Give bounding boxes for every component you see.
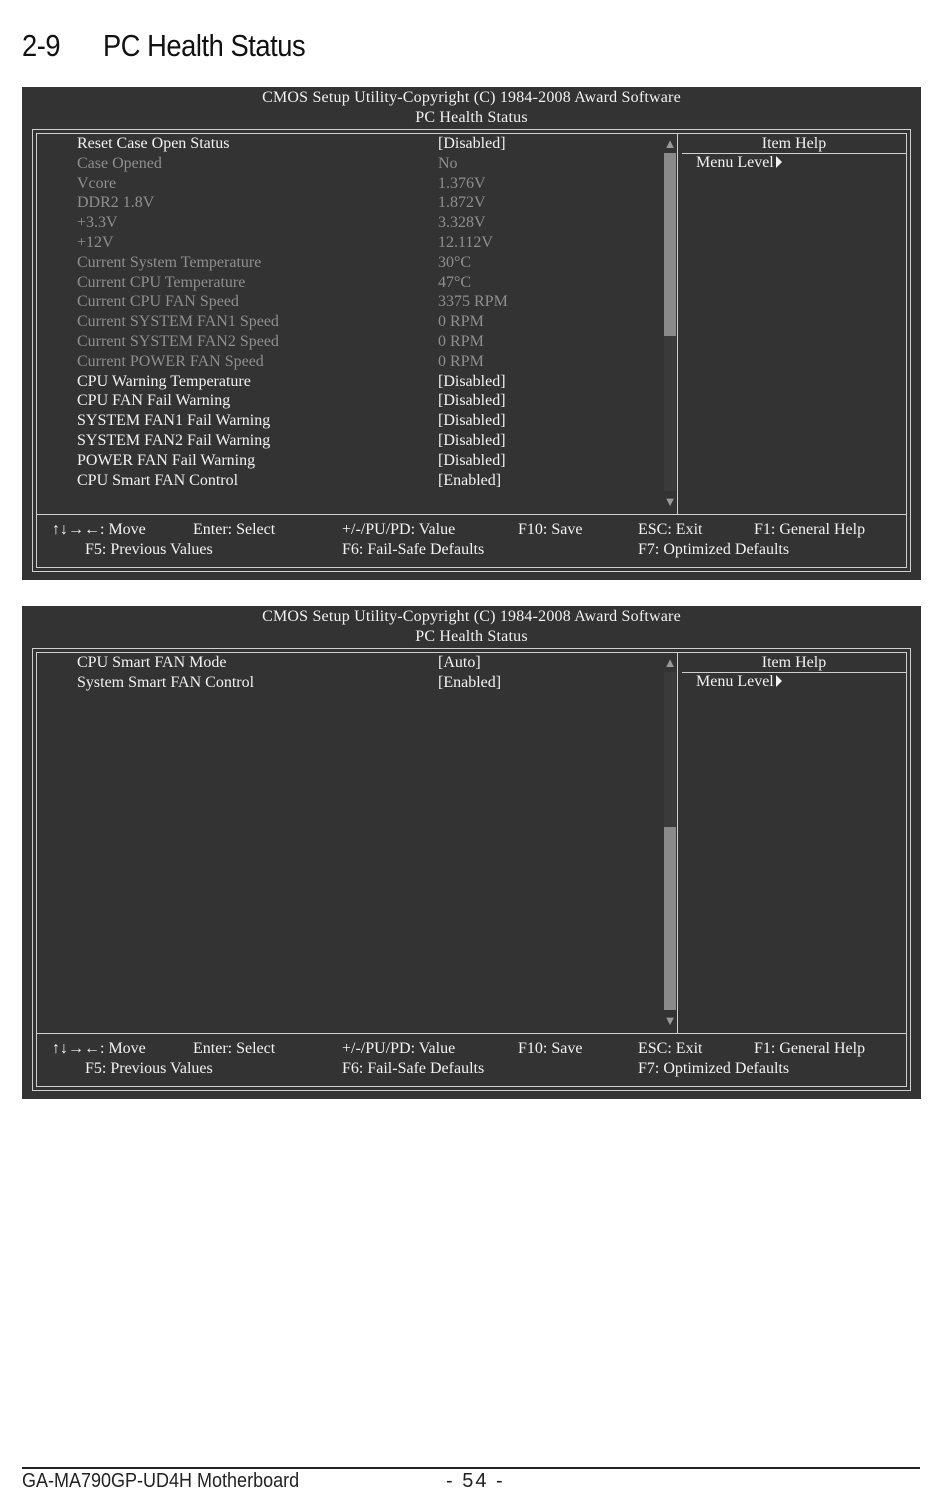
setting-value: 0 RPM: [438, 313, 484, 331]
content-inner-frame: [36, 133, 907, 568]
setting-label: Case Opened: [77, 154, 162, 172]
setting-value[interactable]: [Disabled]: [438, 412, 506, 430]
setting-value: 1.376V: [438, 174, 486, 192]
menu-level: [696, 672, 782, 692]
screen-title: PC Health Status: [415, 627, 528, 645]
scroll-down-arrow-icon[interactable]: ▼: [663, 494, 677, 509]
setting-label: SYSTEM FAN2 Fail Warning: [77, 432, 271, 449]
setting-row: [37, 193, 906, 213]
setting-value: 0 RPM: [438, 333, 484, 350]
key-save: F10: Save: [518, 521, 583, 538]
menu-level: [696, 153, 782, 173]
key-previous-values: F5: Previous Values: [85, 541, 213, 558]
setting-value[interactable]: [Disabled]: [438, 451, 506, 469]
item-help-title: Item Help: [761, 135, 827, 152]
key-select: Enter: Select: [193, 1040, 276, 1057]
key-move: ↑↓→←: Move: [52, 521, 146, 538]
setting-label: Current POWER FAN Speed: [77, 352, 264, 370]
setting-label: CPU Warning Temperature: [77, 372, 251, 390]
key-select: Enter: Select: [193, 521, 276, 538]
setting-value: 30°C: [438, 253, 472, 271]
key-value: +/-/PU/PD: Value: [342, 521, 456, 538]
setting-row[interactable]: [37, 451, 906, 471]
section-title: PC Health Status: [102, 28, 306, 63]
setting-value: 0 RPM: [438, 352, 484, 370]
copyright-text: CMOS Setup Utility-Copyright (C) 1984-2008 Award Software: [262, 608, 681, 625]
scrollbar-thumb[interactable]: [664, 827, 676, 1010]
key-fail-safe-defaults: F6: Fail-Safe Defaults: [342, 541, 485, 558]
setting-row: [37, 233, 906, 253]
setting-value: 1.872V: [438, 194, 486, 212]
menu-level-label: Menu Level: [696, 154, 774, 171]
key-general-help: F1: General Help: [754, 521, 866, 538]
scroll-up-arrow-icon[interactable]: ▲: [663, 655, 677, 670]
setting-value[interactable]: [Enabled]: [438, 471, 502, 489]
screen-header: [22, 606, 921, 646]
setting-value: 12.112V: [438, 234, 493, 251]
key-optimized-defaults: F7: Optimized Defaults: [638, 541, 790, 558]
setting-row[interactable]: [37, 431, 906, 451]
setting-value: No: [438, 154, 458, 172]
setting-label: CPU Smart FAN Mode: [77, 654, 227, 671]
menu-level-label: Menu Level: [696, 673, 774, 690]
key-fail-safe-defaults: F6: Fail-Safe Defaults: [342, 1060, 485, 1077]
setting-row[interactable]: [37, 411, 906, 431]
setting-row[interactable]: [37, 391, 906, 411]
content-frame: [32, 129, 911, 572]
setting-row: [37, 174, 906, 194]
key-general-help: F1: General Help: [754, 1040, 866, 1057]
setting-row[interactable]: [37, 471, 906, 491]
content-inner-frame: [36, 652, 907, 1087]
setting-label: Current System Temperature: [77, 253, 262, 271]
key-previous-values: F5: Previous Values: [85, 1060, 213, 1077]
setting-value: 47°C: [438, 273, 472, 291]
setting-value[interactable]: [Enabled]: [438, 673, 502, 691]
setting-row: [37, 332, 906, 352]
setting-label: CPU FAN Fail Warning: [77, 392, 231, 410]
setting-value[interactable]: [Disabled]: [438, 372, 506, 390]
setting-label: CPU Smart FAN Control: [77, 471, 239, 489]
setting-label: Reset Case Open Status: [77, 135, 230, 152]
scrollbar-thumb[interactable]: [664, 153, 676, 336]
setting-row: [37, 352, 906, 372]
setting-value[interactable]: [Disabled]: [438, 135, 506, 152]
key-value: +/-/PU/PD: Value: [342, 1040, 456, 1057]
setting-label: +12V: [77, 234, 114, 251]
footer-model: GA-MA790GP-UD4H Motherboard: [22, 1470, 300, 1492]
setting-label: Vcore: [77, 174, 117, 192]
scrollbar[interactable]: [664, 672, 676, 1010]
setting-label: Current SYSTEM FAN1 Speed: [77, 313, 279, 331]
setting-value[interactable]: [Disabled]: [438, 392, 506, 410]
setting-value[interactable]: [Auto]: [438, 654, 481, 671]
setting-label: +3.3V: [77, 214, 118, 232]
setting-row: [37, 213, 906, 233]
triangle-right-icon: [776, 675, 782, 687]
setting-row: [37, 273, 906, 293]
setting-label: DDR2 1.8V: [77, 194, 155, 212]
screen-title: PC Health Status: [415, 108, 528, 126]
setting-label: POWER FAN Fail Warning: [77, 451, 256, 469]
setting-row: [37, 312, 906, 332]
triangle-right-icon: [776, 156, 782, 168]
section-heading: [22, 28, 305, 64]
scroll-down-arrow-icon[interactable]: ▼: [663, 1013, 677, 1028]
section-number: 2-9: [22, 28, 61, 63]
key-save: F10: Save: [518, 1040, 583, 1057]
key-exit: ESC: Exit: [638, 1040, 703, 1057]
setting-row: [37, 292, 906, 312]
key-exit: ESC: Exit: [638, 521, 703, 538]
setting-label: Current CPU FAN Speed: [77, 293, 239, 311]
setting-value: 3.328V: [438, 214, 486, 232]
item-help-title: Item Help: [761, 654, 827, 671]
scrollbar[interactable]: [664, 153, 676, 491]
setting-label: System Smart FAN Control: [77, 673, 255, 691]
content-frame: [32, 648, 911, 1091]
setting-label: Current SYSTEM FAN2 Speed: [77, 333, 279, 350]
key-optimized-defaults: F7: Optimized Defaults: [638, 1060, 790, 1077]
footer-rule: [22, 1467, 920, 1469]
setting-row: [37, 253, 906, 273]
setting-value: 3375 RPM: [438, 293, 508, 311]
page-number: - 54 -: [446, 1470, 505, 1492]
key-move: ↑↓→←: Move: [52, 1040, 146, 1057]
copyright-text: CMOS Setup Utility-Copyright (C) 1984-2008 Award Software: [262, 89, 681, 106]
scroll-up-arrow-icon[interactable]: ▲: [663, 136, 677, 151]
setting-row[interactable]: [37, 372, 906, 392]
setting-value[interactable]: [Disabled]: [438, 432, 506, 449]
bios-screen-1: [22, 87, 921, 580]
screen-header: [22, 87, 921, 127]
setting-label: Current CPU Temperature: [77, 273, 246, 291]
setting-label: SYSTEM FAN1 Fail Warning: [77, 412, 271, 430]
bios-screen-2: [22, 606, 921, 1099]
